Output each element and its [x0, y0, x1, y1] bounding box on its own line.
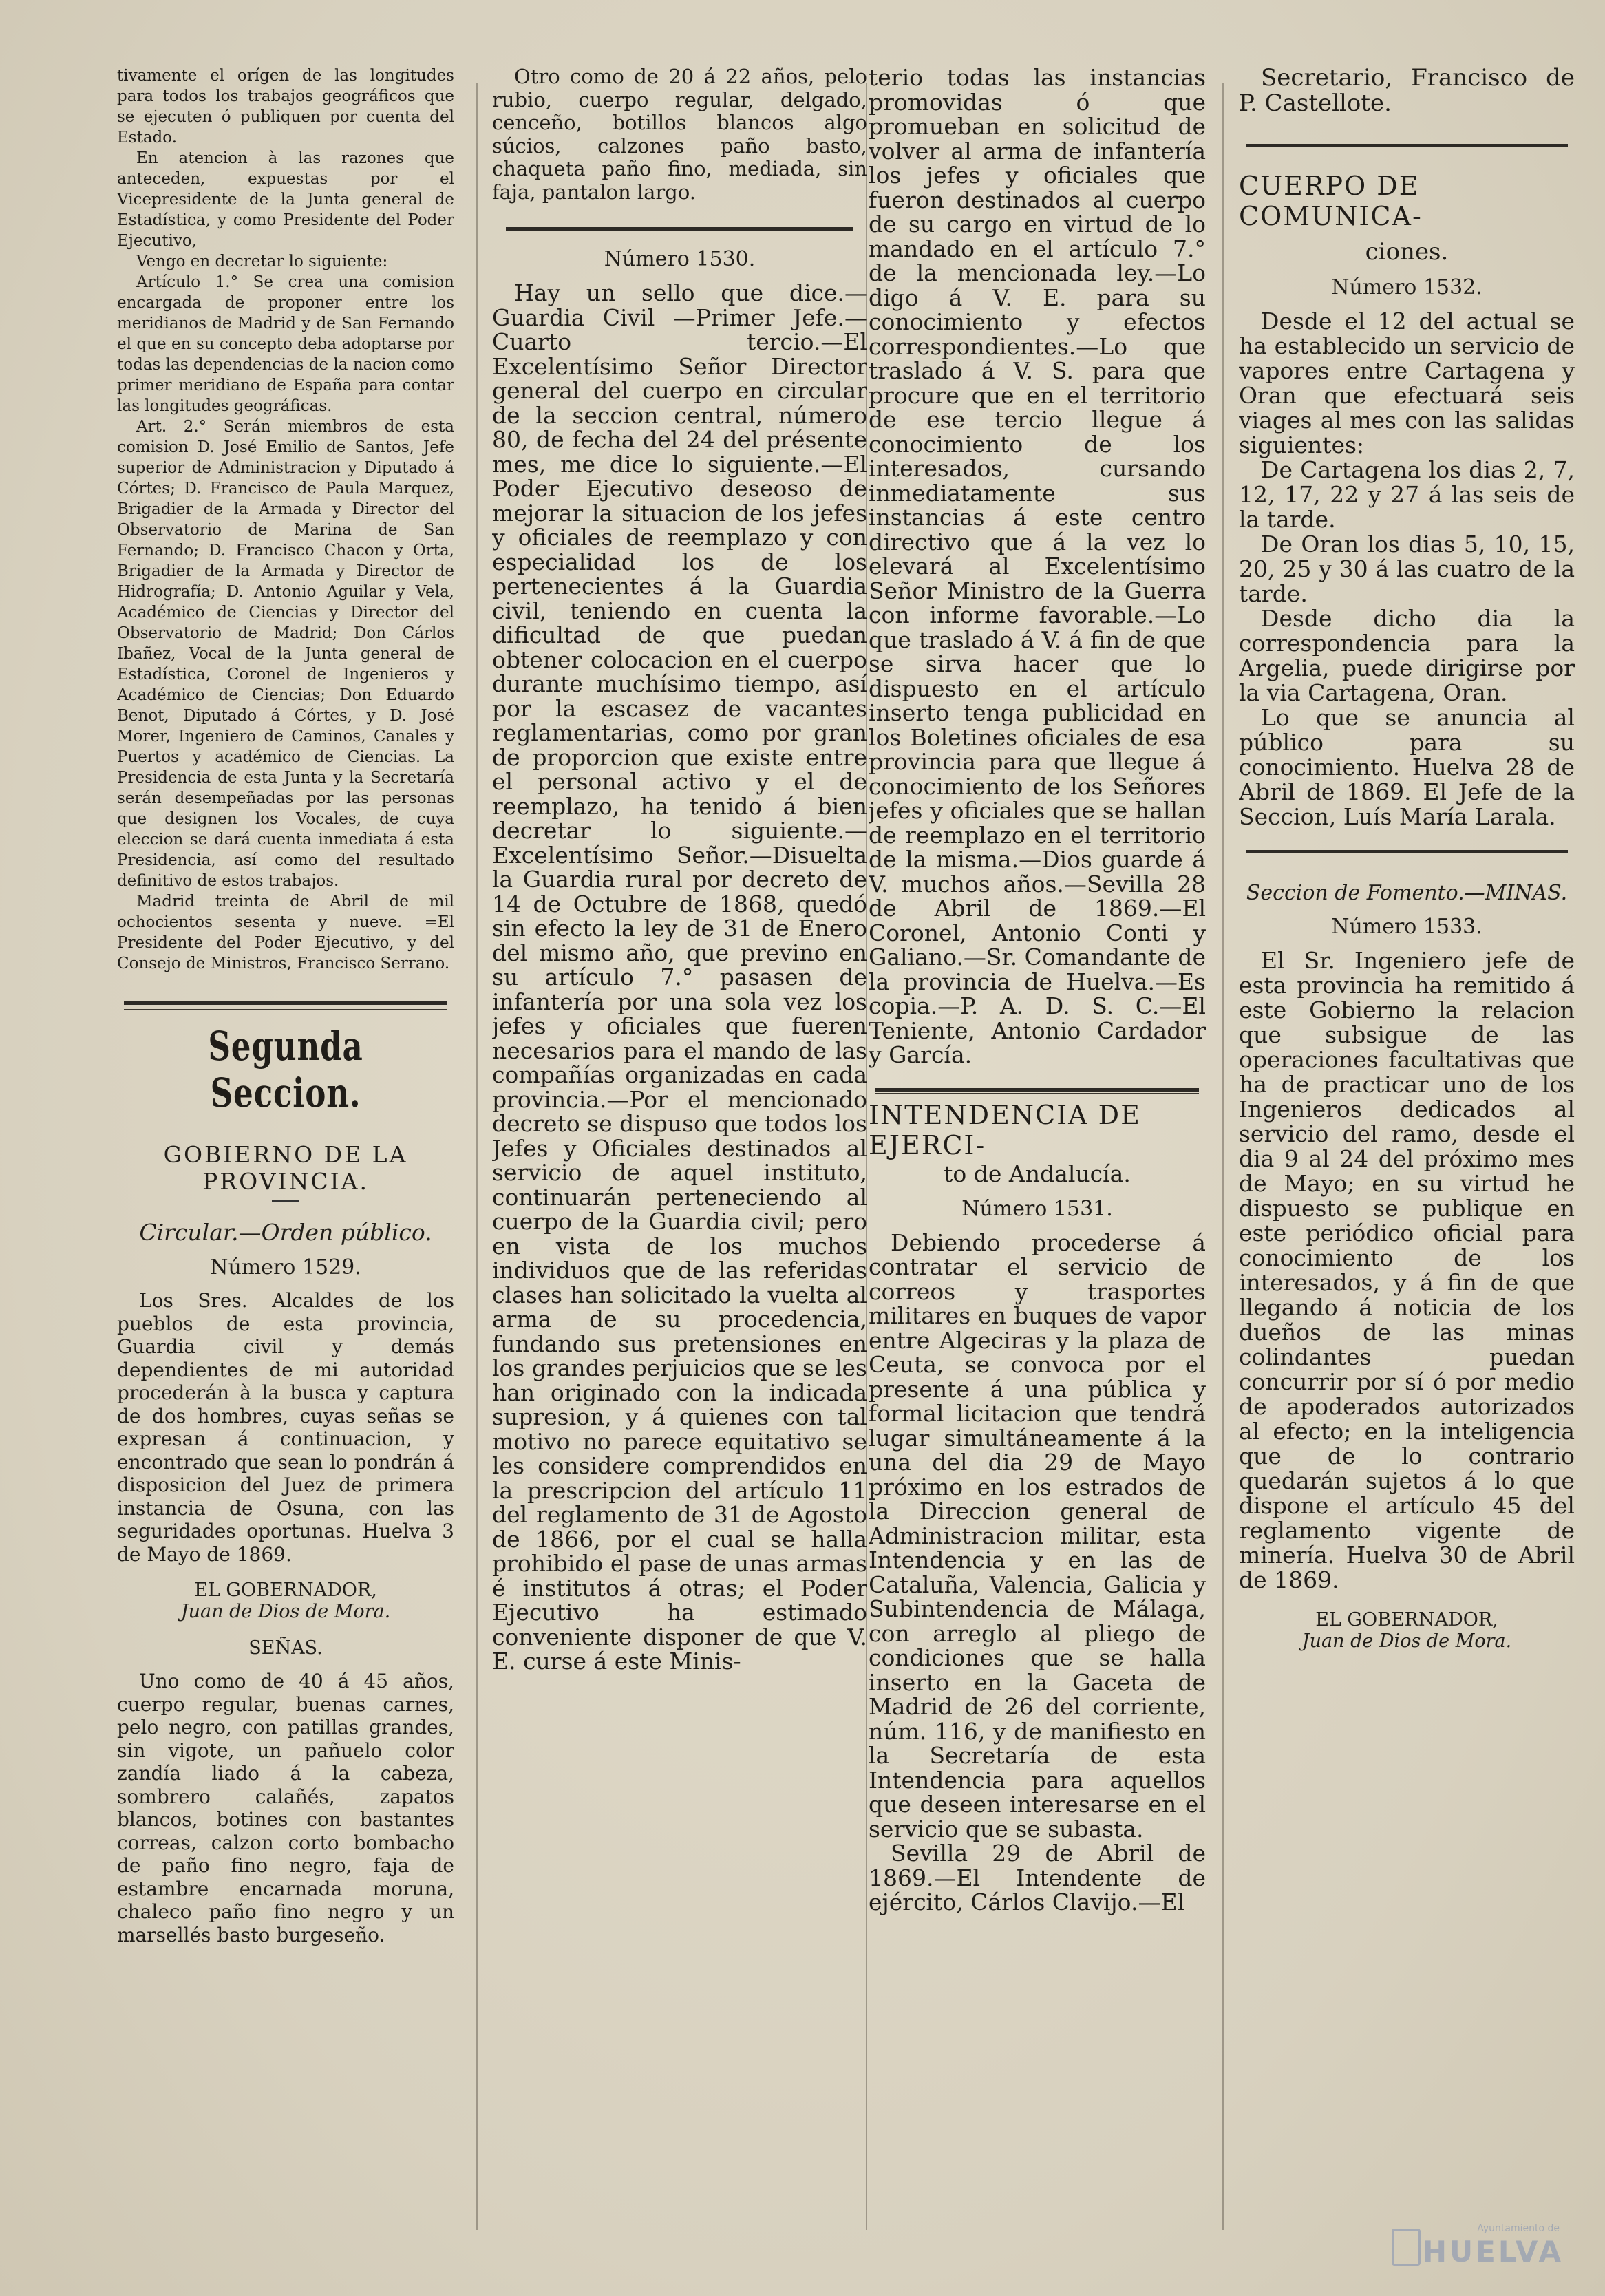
section-divider [124, 1009, 447, 1010]
paragraph: Uno como de 40 á 45 años, cuerpo regular, buenas carnes, pelo negro, con patillas grandes, sin vigote, un pañuelo color zandía liado á la cabeza, sombrero calañés, zapatos blancos, botines con bastantes correas, calzon corto bombacho de paño fino negro, faja de estambre encarnada moruna, chaleco paño fino negro y un marsellés basto burgeseño. [117, 1670, 454, 1946]
section-divider [875, 1088, 1199, 1092]
notice-number: Número 1530. [604, 247, 756, 271]
paragraph: De Oran los dias 5, 10, 15, 20, 25 y 30 á las cuatro de la tarde. [1239, 531, 1575, 607]
intendencia-heading-cont: to de Andalucía. [944, 1160, 1131, 1187]
notice-number: Número 1531. [961, 1196, 1113, 1221]
notice-number: Número 1533. [1331, 915, 1482, 939]
signature-name: Juan de Dios de Mora. [1301, 1630, 1512, 1652]
column-4 [1239, 65, 1575, 1652]
fomento-heading: Seccion de Fomento.—MINAS. [1246, 881, 1568, 905]
senas-heading: SEÑAS. [248, 1637, 323, 1659]
section-divider [1246, 144, 1568, 147]
section-divider [875, 1093, 1199, 1094]
column-rule [476, 83, 478, 2230]
section-title: Segunda Seccion. [208, 1023, 363, 1116]
section-divider [1246, 850, 1568, 853]
column-rule [1222, 83, 1224, 2230]
short-rule [272, 1200, 299, 1202]
section-divider [506, 227, 853, 231]
paragraph: Debiendo procederse á contratar el servicio de correos y trasportes militares en buques de vapor entre Algeciras y la plaza de Ceuta, se convoca por el presente á una pública y formal licitacion que tendrá lugar simultáneamente á la una del dia 29 de Mayo próximo en los estrados de la Direccion general de Administracion militar, esta Intendencia y en las de Cataluña, Valencia, Galicia y Subintendencia de Málaga, con arreglo al pliego de condiciones que se halla inserto en la Gaceta de Madrid de 26 del corriente, núm. 116, y de manifiesto en la Secretaría de esta Intendencia para aquellos que deseen interesarse en el servicio que se subasta. [869, 1229, 1206, 1842]
paragraph: Otro como de 20 á 22 años, pelo rubio, cuerpo regular, delgado, cenceño, botillos blancos algo súcios, calzones paño basto, chaqueta paño fino, mediada, sin faja, pantalon largo. [492, 65, 867, 204]
gobierno-heading: GOBIERNO DE LA PROVINCIA. [163, 1141, 408, 1195]
section-divider [124, 1001, 447, 1005]
paragraph: Vengo en decretar lo siguiente: [136, 253, 388, 270]
article-1: Artículo 1.° Se crea una comision encargada de proponer entre los meridianos de Madrid y de San Fernando el que en su concepto deba adoptarse por todas las dependencias de la nacion como primer meridiano de España para contar las longitudes geográficas. [117, 273, 454, 415]
signature-name: Juan de Dios de Mora. [180, 1601, 391, 1622]
watermark-text: HUELVA [1422, 2235, 1564, 2268]
signature-title: EL GOBERNADOR, [1315, 1609, 1498, 1630]
paragraph: De Cartagena los dias 2, 7, 12, 17, 22 y 27 á las seis de la tarde. [1239, 456, 1575, 533]
paragraph: terio todas las instancias promovidas ó que promueban en solicitud de volver al arma de infantería los jefes y oficiales que fueron destinados al cuerpo de su cargo en virtud de lo mandado en el artículo 7.° de la mencionada ley.—Lo digo á V. E. para su conocimiento y efectos correspondientes.—Lo que traslado á V. S. para que procure que en el territorio de ese tercio llegue á conocimiento de los interesados, cursando inmediatamente sus instancias á este centro directivo que á la vez lo elevará al Excelentísimo Señor Ministro de la Guerra con informe favorable.—Lo que traslado á V. á fin de que se sirva hacer que lo dispuesto en el artículo inserto tenga publicidad en los Boletines oficiales de esa provincia para que llegue á conocimiento de los Señores jefes y oficiales que se hallan de reemplazo en el territorio de la misma.—Dios guarde á V. muchos años.—Sevilla 28 de Abril de 1869.—El Coronel, Antonio Conti y Galiano.—Sr. Comandante de la provincia de Huelva.—Es copia.—P. A. D. S. C.—El Teniente, Antonio Cardador y García. [869, 65, 1206, 1068]
column-2 [492, 65, 867, 1674]
paragraph: tivamente el orígen de las longitudes para todos los trabajos geográficos que se ejecuten ó publiquen por cuenta del Estado. [117, 67, 454, 147]
watermark [1392, 2223, 1564, 2268]
signature-title: EL GOBERNADOR, [194, 1580, 377, 1601]
paragraph: Desde dicho dia la correspondencia para la Argelia, puede dirigirse por la via Cartagena, Oran. [1239, 605, 1575, 706]
intendencia-heading: INTENDENCIA DE EJERCI- [869, 1099, 1141, 1160]
paragraph: Lo que se anuncia al público para su conocimiento. Huelva 28 de Abril de 1869. El Jefe de la Seccion, Luís María Larala. [1239, 704, 1575, 830]
article-2: Art. 2.° Serán miembros de esta comision D. José Emilio de Santos, Jefe superior de Administracion y Diputado á Córtes; D. Francisco de Paula Marquez, Brigadier de la Armada y Director del Observatorio de Marina de San Fernando; D. Francisco Chacon y Orta, Brigadier de la Armada y Director de Hidrografía; D. Antonio Aguilar y Vela, Académico de Ciencias y Director del Observatorio de Madrid; Don Cárlos Ibañez, Vocal de la Junta general de Estadística, Coronel de Ingenieros y Académico de Ciencias; Don Eduardo Benot, Diputado á Córtes, y D. José Morer, Ingeniero de Caminos, Canales y Puertos y académico de Ciencias. La Presidencia de esta Junta y la Secretaría serán desempeñadas por las personas que designen los Vocales, de cuya eleccion se dará cuenta inmediata á esta Presidencia, así como del resultado definitivo de estos trabajos. [117, 418, 454, 890]
paragraph: Hay un sello que dice.—Guardia Civil —Primer Jefe.—Cuarto tercio.—El Excelentísimo Señor Director general del cuerpo en circular de la seccion central, número 80, de fecha del 24 del présente mes, me dice lo siguiente.—El Poder Ejecutivo deseoso de mejorar la situacion de los jefes y oficiales de reemplazo y con especialidad los de los pertenecientes á la Guardia civil, teniendo en cuenta la dificultad de que puedan obtener colocacion en el cuerpo durante muchísimo tiempo, así por la escasez de vacantes reglamentarias, como por gran de proporcion que existe entre el personal activo y el de reemplazo, ha tenido á bien decretar lo siguiente.—Excelentísimo Señor.—Disuelta la Guardia rural por decreto de 14 de Octubre de 1868, quedó sin efecto la ley de 31 de Enero del mismo año, que previno en su artículo 7.° pasasen de infantería por una sola vez los jefes y oficiales que fueren necesarios para el mando de las compañías organizadas en cada provincia.—Por el mencionado decreto se dispuso que todos los Jefes y Oficiales destinados al servicio de aquel instituto, continuarán perteneciendo al cuerpo de la Guardia civil; pero en vista de los muchos individuos que de las referidas clases han solicitado la vuelta al arma de su procedencia, fundando sus pretensiones en los grandes perjuicios que se les han originado con la indicada supresion, y á quienes con tal motivo no parece equitativo se les considere comprendidos en la prescripcion del artículo 11 del reglamento de 31 de Agosto de 1866, por el cual se halla prohibido el pase de unas armas é institutos á otras; el Poder Ejecutivo ha estimado conveniente disponer de que V. E. curse á este Minis- [492, 279, 867, 1674]
paragraph: Desde el 12 del actual se ha establecido un servicio de vapores entre Cartagena y Oran que efectuará seis viages al mes con las salidas siguientes: [1239, 308, 1575, 458]
column-1 [117, 65, 454, 1946]
paragraph: Secretario, Francisco de P. Castellote. [1239, 65, 1575, 117]
paragraph: Sevilla 29 de Abril de 1869.—El Intendente de ejército, Cárlos Clavijo.—El [869, 1840, 1206, 1915]
paragraph: En atencion à las razones que anteceden, expuestas por el Vicepresidente de la Junta general de Estadística, y como Presidente del Poder Ejecutivo, [117, 149, 454, 250]
paragraph: Los Sres. Alcaldes de los pueblos de esta provincia, Guardia civil y demás dependientes de mi autoridad procederán à la busca y captura de dos hombres, cuyas señas se expresan á continuacion, y encontrado que sean lo pondrán á disposicion del Juez de primera instancia de Osuna, con las seguridades oportunas. Huelva 3 de Mayo de 1869. [117, 1289, 454, 1566]
notice-number: Número 1532. [1331, 275, 1482, 299]
cuerpo-heading-cont: ciones. [1365, 238, 1449, 266]
paragraph: El Sr. Ingeniero jefe de esta provincia ha remitido á este Gobierno la relacion que subsigue de las operaciones facultativas que ha de practicar uno de los Ingenieros dedicados al servicio del ramo, desde el dia 9 al 24 del próximo mes de Mayo; en su virtud he dispuesto se publique en este periódico oficial para conocimiento de los interesados, y á fin de que llegando á noticia de los dueños de las minas colindantes puedan concurrir por sí ó por medio de apoderados autorizados al efecto; en la inteligencia que de lo contrario quedarán sujetos á lo que dispone el artículo 45 del reglamento vigente de minería. Huelva 30 de Abril de 1869. [1239, 947, 1575, 1593]
paragraph: Madrid treinta de Abril de mil ochocientos sesenta y nueve. =El Presidente del Poder Ejecutivo, y del Consejo de Ministros, Francisco Serrano. [117, 893, 454, 972]
cuerpo-heading: CUERPO DE COMUNICA- [1239, 171, 1423, 231]
notice-number: Número 1529. [210, 1255, 361, 1279]
circular-heading: Circular.—Orden público. [139, 1219, 432, 1246]
watermark-small: Ayuntamiento de [1477, 2223, 1560, 2234]
shield-icon [1392, 2229, 1421, 2266]
column-3 [869, 65, 1206, 1915]
